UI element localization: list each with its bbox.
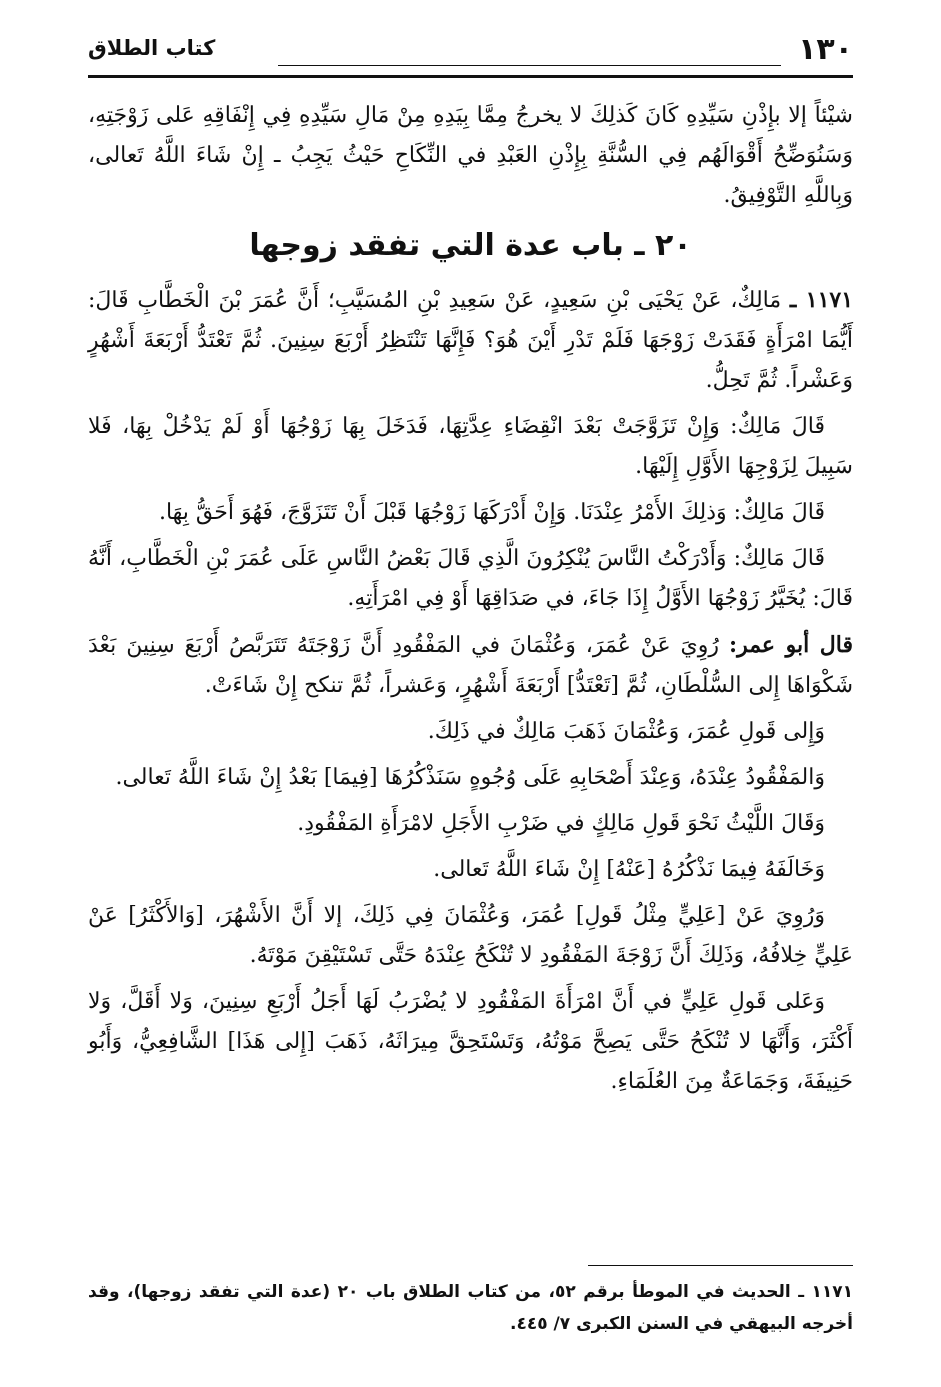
paragraph-6: وَإِلى قَولِ عُمَرَ، وَعُثْمَانَ ذَهَبَ مَالِكٌ في ذَلِكَ. — [427, 719, 825, 744]
paragraph-9: وَخَالَفَهُ فِيمَا نَذْكُرُهُ [عَنْهُ] إِنْ شَاءَ اللَّهُ تَعالى. — [433, 857, 825, 882]
paragraph-7: وَالمَفْقُودُ عِنْدَهُ، وَعِنْدَ أَصْحَابِهِ عَلَى وُجُوهٍ سَنَذْكُرُهَا [فِيمَا] بَعْدُ إِنْ شَاءَ اللَّهُ تَعالى. — [115, 765, 825, 790]
hadith-text: مَالِكٌ، عَنْ يَحْيَى بْنِ سَعِيدٍ، عَنْ سَعِيدِ بْنِ المُسَيَّبِ؛ أَنَّ عُمَرَ بْنَ الْخَطَّابِ قَالَ: أَيُّمَا امْرَأَةٍ فَقَدَتْ زَوْجَهَا فَلَمْ تَدْرِ أَيْنَ هُوَ؟ فَإِنَّهَا تَنْتَظِرُ أَرْبَعَ سِنِينَ. ثُمَّ تَعْتَدُّ أَرْبَعَةَ أَشْهُرٍ وَعَشْراً. ثُمَّ تَحِلُّ. — [88, 288, 853, 393]
paragraph-malik-1: قَالَ مَالِكٌ: وَإِنْ تَزَوَّجَتْ بَعْدَ انْقِضَاءِ عِدَّتِهَا، فَدَخَلَ بِهَا زَوْجُهَا أَوْ لَمْ يَدْخُلْ بِهَا، فَلا سَبِيلَ لِزَوْجِهَا الأَوَّلِ إِلَيْهَا. — [88, 414, 853, 479]
paragraph-malik-3: قَالَ مَالِكٌ: وَأَدْرَكْتُ النَّاسَ يُنْكِرُونَ الَّذِي قَالَ بَعْضُ النَّاسِ عَلَى عُمَرَ بْنِ الْخَطَّابِ، أَنَّهُ قَالَ: يُخَيَّرُ زَوْجُهَا الأَوَّلُ إِذَا جَاءَ، في صَدَاقِهَا أَوْ فِي امْرَأَتِهِ. — [88, 546, 853, 611]
chapter-heading: ٢٠ ـ باب عدة التي تفقد زوجها — [249, 228, 692, 263]
paragraph-8: وَقَالَ اللَّيْثُ نَحْوَ قَولِ مَالِكٍ في ضَرْبِ الأَجَلِ لامْرَأَةِ المَفْقُودِ. — [297, 811, 825, 836]
commentator-lead: قال أبو عمر: — [728, 632, 854, 658]
paragraph-malik-2: قَالَ مَالِكٌ: وَذلِكَ الأَمْرُ عِنْدَنَا. وَإِنْ أَدْرَكَهَا زَوْجُهَا قَبْلَ أَنْ تَتَزَوَّجَ، فَهُوَ أَحَقُّ بِهَا. — [158, 500, 825, 525]
page-header — [88, 30, 853, 70]
header-rule-short — [278, 65, 781, 66]
hadith-paragraph — [88, 280, 853, 401]
commentary-text: رُوِيَ عَنْ عُمَرَ، وَعُثْمَانَ في المَفْقُودِ أَنَّ زَوْجَتَهُ تَتَرَبَّصُ أَرْبَعَ سِنِينَ بَعْدَ شَكْوَاهَا إِلى السُّلْطَانِ، ثُمَّ [تَعْتَدُّ] أَرْبَعَةَ أَشْهُرٍ، وَعَشراً، ثُمَّ تنكح إِنْ شَاءَتْ. — [88, 633, 853, 698]
footnote-text: ١١٧١ ـ الحديث في الموطأ برقم ٥٢، من كتاب الطلاق باب ٢٠ (عدة التي تفقد زوجها)، وقد أخرجه البيهقي في السنن الكبرى ٧/ ٤٤٥. — [88, 1282, 853, 1334]
footnote — [88, 1276, 853, 1340]
footnote-rule — [588, 1265, 853, 1266]
running-title: كتاب الطلاق — [88, 36, 216, 60]
paragraph-10: وَرُوِيَ عَنْ [عَلِيٍّ مِثْلُ قَولِ] عُمَرَ، وَعُثْمَانَ فِي ذَلِكَ، إلا أَنَّ الأَشْهُرَ، [وَالأَكْثَرُ] عَنْ عَلِيٍّ خِلافُهُ، وَذَلِكَ أَنَّ زَوْجَةَ المَفْقُودِ لا تُنْكَحُ عِنْدَهُ حَتَّى تَسْتَيْقِنَ مَوْتَهُ. — [88, 903, 853, 968]
paragraph-continuation: شيْئاً إلا بإِذْنِ سَيِّدِهِ كَانَ كَذلِكَ لا يخرجُ مِمَّا بِيَدِهِ مِنْ مَالِ سَيِّدِهِ فِي إِنْفَاقِهِ عَلى زَوْجَتِهِ، وَسَنُوَضِّحُ أَقْوَالَهُم فِي السُّنَّةِ بِإِذْنِ العَبْدِ في النِّكَاحِ حَيْثُ يَجِبُ ـ إِنْ شَاءَ اللَّهُ تَعالى، وَبِاللَّهِ التَّوْفِيقُ. — [88, 103, 853, 208]
paragraph-11: وَعَلى قَولِ عَلِيٍّ في أَنَّ امْرَأَةَ المَفْقُودِ لا يُضْرَبُ لَهَا أَجَلُ أَرْبَعِ سِنِينَ، وَلا أَقَلَّ، وَلا أَكْثَرَ، وَأَنَّهَا لا تُنْكَحُ حَتَّى يَصِحَّ مَوْتُهُ، وَتَسْتَحِقَّ مِيرَاثَهُ، ذَهَبَ [إِلى هَذَا] الشَّافِعِيُّ، وَأَبُو حَنِيفَةَ، وَجَمَاعَةٌ مِنَ العُلَمَاءِ. — [88, 989, 853, 1094]
hadith-number: ١١٧١ ـ — [789, 287, 854, 313]
main-text — [88, 96, 853, 1108]
paragraph-abu-umar — [88, 625, 853, 706]
page-number: ١٣٠ — [798, 32, 853, 67]
header-rule — [88, 75, 853, 78]
